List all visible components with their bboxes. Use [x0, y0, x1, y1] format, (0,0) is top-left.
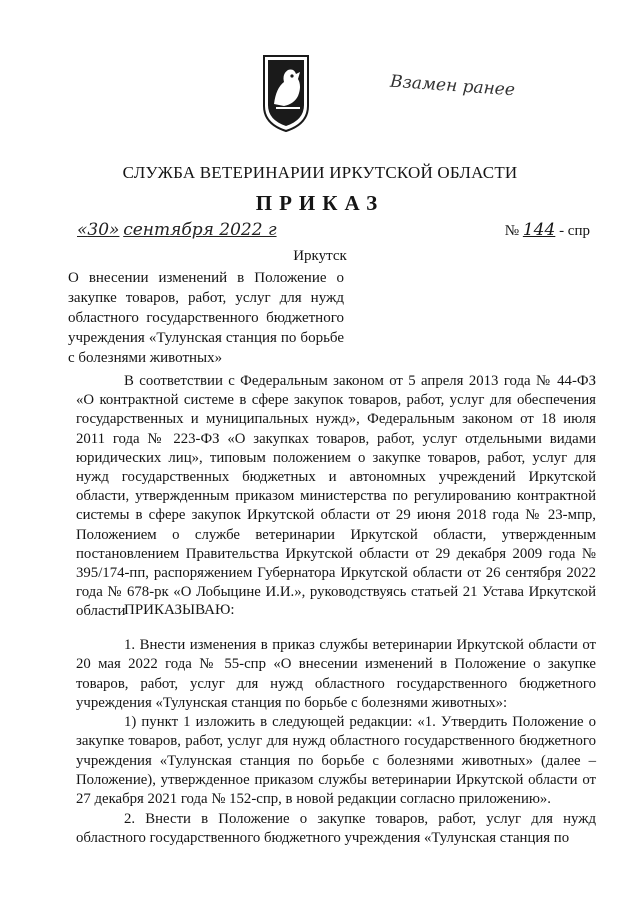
date-close-quote: » — [109, 220, 120, 240]
number-suffix: - спр — [559, 223, 590, 239]
document-subject: О внесении изменений в Положение о закупке товаров, работ, услуг для нужд областного государственного бюджетного учреждения «Тулунская станция по борьбе с болезнями животных» — [68, 270, 344, 366]
service-name: СЛУЖБА ВЕТЕРИНАРИИ ИРКУТСКОЙ ОБЛАСТИ — [122, 163, 518, 182]
order-word: ПРИКАЗЫВАЮ: — [124, 602, 235, 618]
date-open-quote: « — [77, 220, 88, 240]
handwritten-note: Взамен ранее — [389, 71, 516, 101]
coat-of-arms-emblem — [260, 52, 312, 134]
order-item-1: 1. Внести изменения в приказ службы ветеринарии Иркутской области от 20 мая 2022 года № 55-спр «О внесении изменений в Положение о закупке товаров, работ, услуг для нужд областного государственного бюджетного учреждения «Тулунская станция по борьбе с болезнями животных»: — [76, 637, 596, 711]
order-item-2: 2. Внести в Положение о закупке товаров, работ, услуг для нужд областного государственного бюджетного учреждения «Тулунская станция по — [76, 810, 596, 846]
date-month-year: сентября 2022 г — [123, 220, 277, 240]
document-number — [505, 220, 590, 240]
document-date — [77, 220, 277, 240]
date-day: 30 — [87, 220, 110, 240]
number-value: 144 — [522, 220, 556, 240]
city: Иркутск — [293, 248, 347, 264]
document-title: ПРИКАЗ — [255, 191, 385, 215]
order-items — [76, 636, 596, 848]
order-item-1-1: 1) пункт 1 изложить в следующей редакции: «1. Утвердить Положение о закупке товаров, работ, услуг для нужд областного государственного бюджетного учреждения «Тулунская станция по борьбе с болезнями животных» (далее – Положение), утвержденное приказом службы ветеринарии Иркутской области от 27 декабря 2021 года № 152-спр, в новой редакции согласно приложению». — [76, 714, 596, 808]
preamble-block — [76, 372, 596, 622]
preamble-paragraph: В соответствии с Федеральным законом от 5 апреля 2013 года № 44-ФЗ «О контрактной системе в сфере закупок товаров, работ, услуг для обеспечения государственных и муниципальных нужд», Федеральным законом от 18 июля 2011 года № 223-ФЗ «О закупках товаров, работ, услуг отдельными видами юридических лиц», типовым положением о закупке товаров, работ, услуг для нужд государственных бюджетных и автономных учреждений Иркутской области, утвержденным приказом министерства по регулированию контрактной системы в сфере закупок Иркутской области от 29 июня 2018 года № 23-мпр, Положением о службе ветеринарии Иркутской области, утвержденным постановлением Правительства Иркутской области от 29 декабря 2009 года № 395/174-пп, распоряжением Губернатора Иркутской области от 26 сентября 2022 года № 678-рк «О Лобыцине И.И.», руководствуясь статьей 21 Устава Иркутской области — [76, 373, 596, 620]
number-prefix: № — [504, 223, 520, 239]
